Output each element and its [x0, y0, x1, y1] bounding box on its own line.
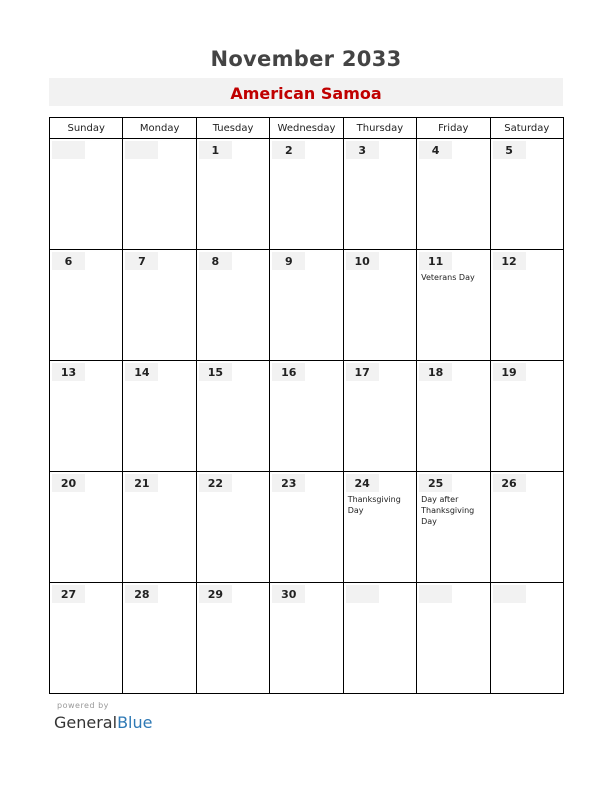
day-number-box [419, 363, 452, 381]
day-cell [123, 472, 196, 583]
day-number-box [493, 585, 526, 603]
weekday-header: Sunday [50, 118, 123, 139]
day-cell [50, 583, 123, 694]
page-title: November 2033 [210, 47, 402, 71]
day-cell [343, 361, 416, 472]
day-number-box [125, 585, 158, 603]
generalblue-logo [54, 713, 152, 732]
day-number: 30 [281, 588, 297, 601]
day-cell [490, 361, 563, 472]
day-cell [50, 139, 123, 250]
day-number: 14 [134, 366, 150, 379]
day-number: 16 [281, 366, 297, 379]
day-number: 12 [501, 255, 517, 268]
day-number: 6 [64, 255, 73, 268]
day-number: 28 [134, 588, 150, 601]
day-cell [270, 250, 343, 361]
day-cell [50, 472, 123, 583]
day-number-box [272, 585, 305, 603]
day-cell [490, 139, 563, 250]
day-number-box [493, 252, 526, 270]
day-cell [196, 583, 269, 694]
week-row [50, 139, 564, 250]
day-cell [123, 583, 196, 694]
day-cell [196, 472, 269, 583]
day-number: 1 [211, 144, 220, 157]
day-number-box [272, 141, 305, 159]
day-cell [270, 583, 343, 694]
day-cell [50, 361, 123, 472]
day-number: 26 [501, 477, 517, 490]
day-number: 15 [207, 366, 223, 379]
week-row [50, 583, 564, 694]
day-cell [490, 472, 563, 583]
weekday-header-row [50, 118, 564, 139]
weekday-header: Saturday [490, 118, 563, 139]
day-cell [196, 139, 269, 250]
day-number: 3 [358, 144, 367, 157]
day-cell [417, 250, 490, 361]
day-number-box [52, 585, 85, 603]
day-number-box [52, 474, 85, 492]
day-number: 11 [427, 255, 444, 268]
day-number-box [52, 252, 85, 270]
day-cell [417, 472, 490, 583]
day-number-box [346, 141, 379, 159]
day-number: 29 [207, 588, 223, 601]
day-number: 20 [60, 477, 77, 490]
day-cell [270, 472, 343, 583]
day-number: 21 [134, 477, 150, 490]
day-number-box [272, 363, 305, 381]
day-cell [417, 361, 490, 472]
day-number-box [419, 585, 452, 603]
day-number: 8 [211, 255, 220, 268]
day-number: 25 [427, 477, 444, 490]
day-cell [123, 361, 196, 472]
day-number-box [493, 474, 526, 492]
weekday-header: Wednesday [270, 118, 343, 139]
day-cell [50, 250, 123, 361]
day-cell [417, 139, 490, 250]
day-number-box [419, 141, 452, 159]
day-number-box [493, 141, 526, 159]
logo-general-text: General [54, 713, 118, 732]
day-number-box [199, 252, 232, 270]
day-number-box [199, 585, 232, 603]
day-cell [343, 472, 416, 583]
weekday-header: Friday [417, 118, 490, 139]
day-number-box [346, 363, 379, 381]
day-number: 22 [207, 477, 223, 490]
day-cell [196, 250, 269, 361]
day-number-box [125, 141, 158, 159]
powered-by-label: powered by [57, 701, 109, 710]
day-number-box [199, 474, 232, 492]
day-number-box [125, 474, 158, 492]
day-number: 17 [354, 366, 370, 379]
weekday-header: Monday [123, 118, 196, 139]
day-cell [270, 139, 343, 250]
day-number: 7 [138, 255, 146, 268]
day-number: 13 [60, 366, 77, 379]
day-cell [123, 250, 196, 361]
day-number: 9 [284, 255, 293, 268]
day-number: 10 [354, 255, 370, 268]
day-number-box [346, 252, 379, 270]
week-row [50, 472, 564, 583]
day-number-box [272, 252, 305, 270]
day-number-box [199, 363, 232, 381]
holiday-label: Veterans Day [421, 273, 475, 282]
day-number: 2 [284, 144, 293, 157]
day-number: 5 [505, 144, 513, 157]
weekday-header: Thursday [343, 118, 416, 139]
day-cell [490, 250, 563, 361]
day-cell [490, 583, 563, 694]
day-number: 4 [431, 144, 440, 157]
day-number-box [493, 363, 526, 381]
day-number-box [199, 141, 232, 159]
day-number: 23 [281, 477, 297, 490]
day-cell [343, 583, 416, 694]
day-number-box [419, 252, 452, 270]
day-number-box [272, 474, 305, 492]
day-number-box [52, 141, 85, 159]
week-row [50, 361, 564, 472]
holiday-label: Day after Thanksgiving Day [421, 495, 475, 526]
day-cell [123, 139, 196, 250]
day-number-box [346, 474, 379, 492]
day-number-box [52, 363, 85, 381]
day-cell [270, 361, 343, 472]
region-name: American Samoa [230, 84, 382, 103]
day-cell [196, 361, 269, 472]
day-cell [343, 139, 416, 250]
day-number: 24 [354, 477, 370, 490]
day-number: 18 [427, 366, 444, 379]
day-number-box [419, 474, 452, 492]
holiday-label: Thanksgiving Day [347, 495, 401, 515]
weekday-header: Tuesday [196, 118, 269, 139]
week-row [50, 250, 564, 361]
day-number-box [125, 363, 158, 381]
day-number: 19 [501, 366, 517, 379]
calendar-grid [49, 117, 564, 694]
logo-blue-text: Blue [117, 713, 153, 732]
day-cell [417, 583, 490, 694]
day-cell [343, 250, 416, 361]
day-number: 27 [60, 588, 77, 601]
day-number-box [346, 585, 379, 603]
day-number-box [125, 252, 158, 270]
